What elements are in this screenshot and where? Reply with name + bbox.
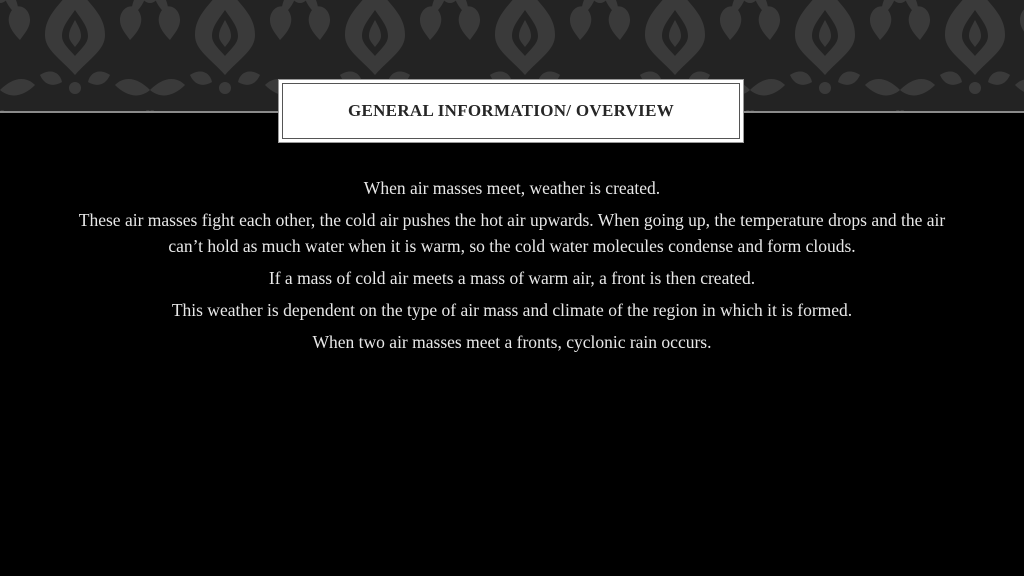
body-paragraph: When air masses meet, weather is created. xyxy=(363,178,661,198)
body-paragraph: If a mass of cold air meets a mass of warm air, a front is then created. xyxy=(268,268,756,288)
body-paragraph: When two air masses meet a fronts, cyclonic rain occurs. xyxy=(312,332,712,352)
slide-title: GENERAL INFORMATION/ OVERVIEW xyxy=(347,101,675,120)
title-box xyxy=(278,79,744,143)
body-paragraph: These air masses fight each other, the cold air pushes the hot air upwards. When going up, the temperature drops and the air can’t hold as much water when it is warm, so the cold water molecules condense and form clouds. xyxy=(78,210,946,256)
slide-body xyxy=(72,175,952,361)
title-box-frame xyxy=(282,83,740,139)
body-paragraph: This weather is dependent on the type of air mass and climate of the region in which it is formed. xyxy=(171,300,853,320)
